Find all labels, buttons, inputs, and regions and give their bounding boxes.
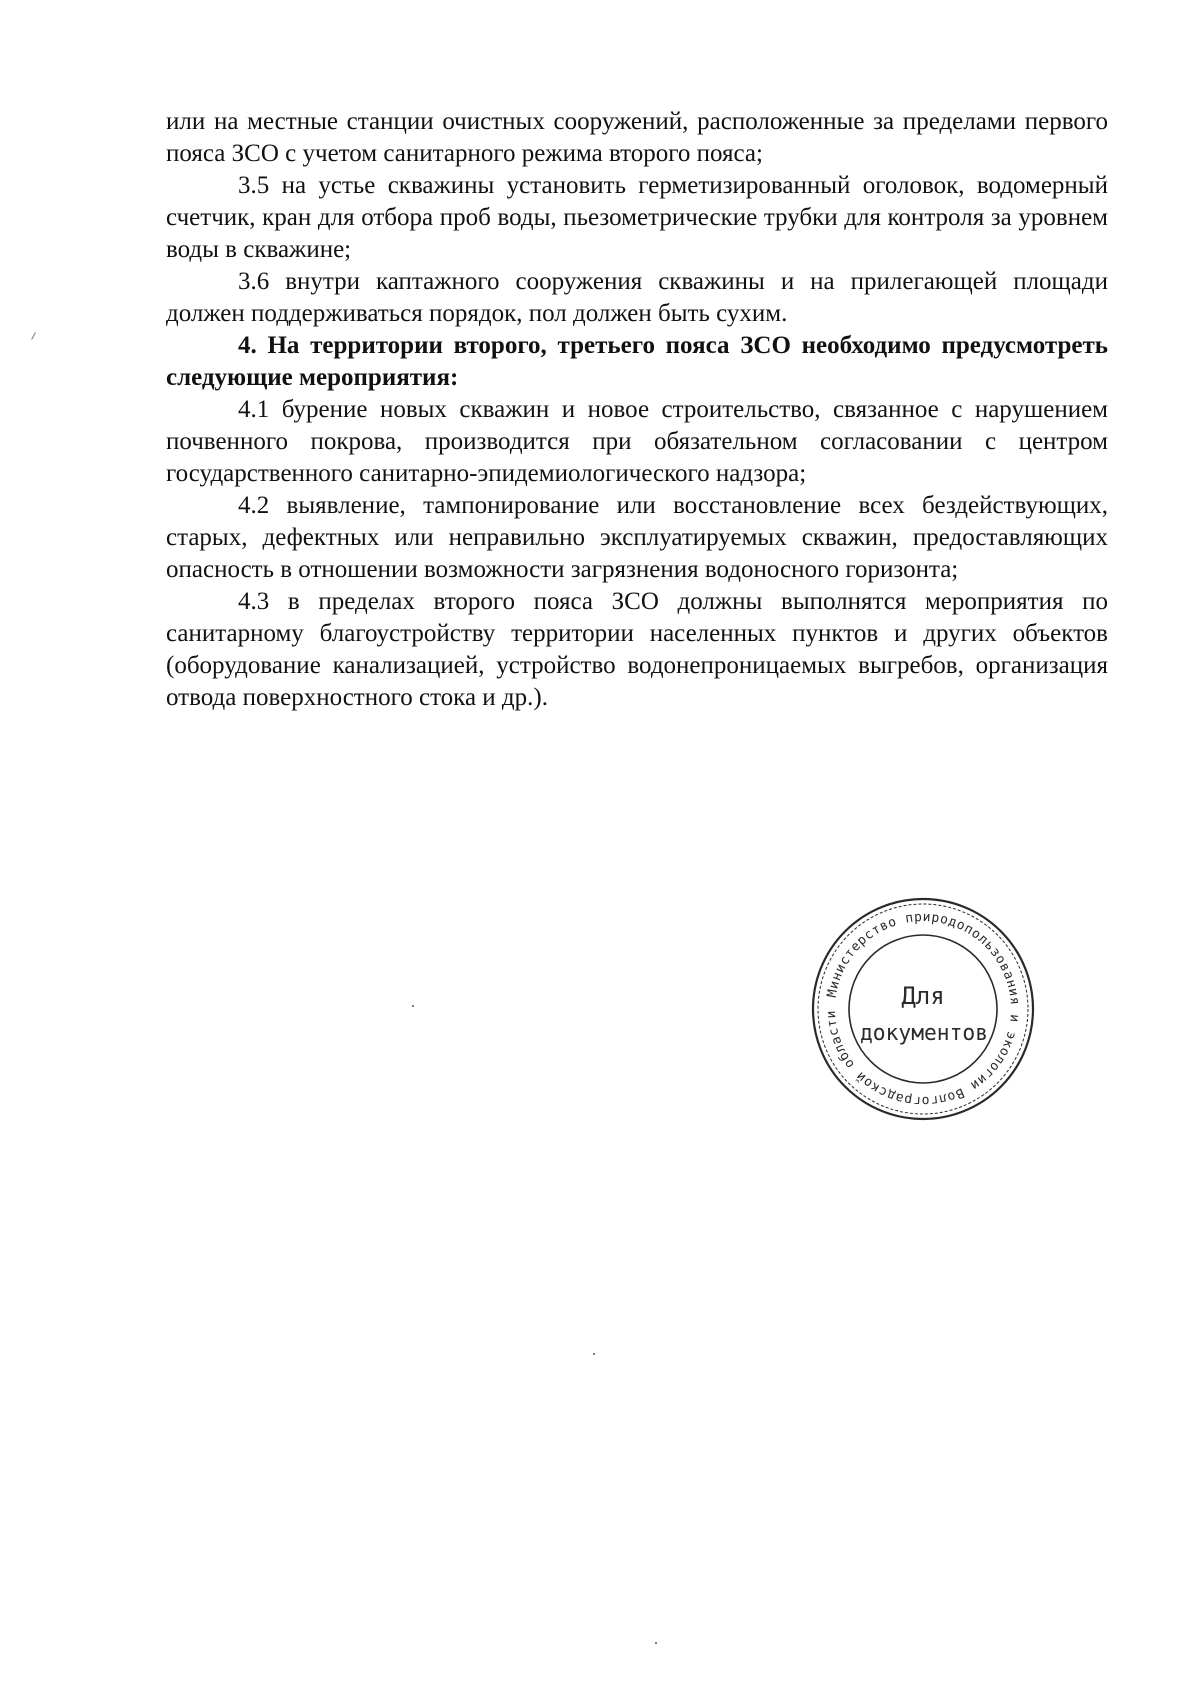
paragraph-4-1: 4.1 бурение новых скважин и новое строительство, связанное с нарушением почвенного покрова, производится при обязательном согласовании с центром государственного санитарно-эпидемиологического надзора; <box>166 396 1108 487</box>
document-body <box>166 106 1108 714</box>
paragraph-3-5: 3.5 на устье скважины установить герметизированный оголовок, водомерный счетчик, кран для отбора проб воды, пьезометрические трубки для контроля за уровнем воды в скважине; <box>166 172 1108 263</box>
scan-speck <box>412 1005 414 1007</box>
paragraph-3-6: 3.6 внутри каптажного сооружения скважины и на прилегающей площади должен поддерживаться порядок, пол должен быть сухим. <box>166 268 1108 327</box>
stamp-graphic <box>808 894 1038 1124</box>
scan-speck <box>655 1642 657 1644</box>
stamp-ring-text: Министерство природопользования и экологии Волгоградской области <box>823 909 1023 1109</box>
section-heading-4: 4. На территории второго, третьего пояса ЗСО необходимо предусмотреть следующие мероприятия: <box>166 332 1108 391</box>
stamp-center-line-2: документов <box>860 1021 988 1046</box>
paragraph-4-3: 4.3 в пределах второго пояса ЗСО должны выполнятся мероприятия по санитарному благоустройству территории населенных пунктов и других объектов (оборудование канализацией, устройство водонепроницаемых выгребов, организация отвода поверхностного стока и др.). <box>166 588 1108 711</box>
margin-mark <box>31 332 36 340</box>
scan-speck <box>593 1353 595 1355</box>
paragraph-continuation: или на местные станции очистных сооружений, расположенные за пределами первого пояса ЗСО с учетом санитарного режима второго пояса; <box>166 108 1108 167</box>
stamp-center-line-1: Для <box>901 982 945 1010</box>
paragraph-4-2: 4.2 выявление, тампонирование или восстановление всех бездействующих, старых, дефектных или неправильно эксплуатируемых скважин, предоставляющих опасность в отношении возможности загрязнения водоносного горизонта; <box>166 492 1108 583</box>
official-stamp <box>808 894 1038 1124</box>
